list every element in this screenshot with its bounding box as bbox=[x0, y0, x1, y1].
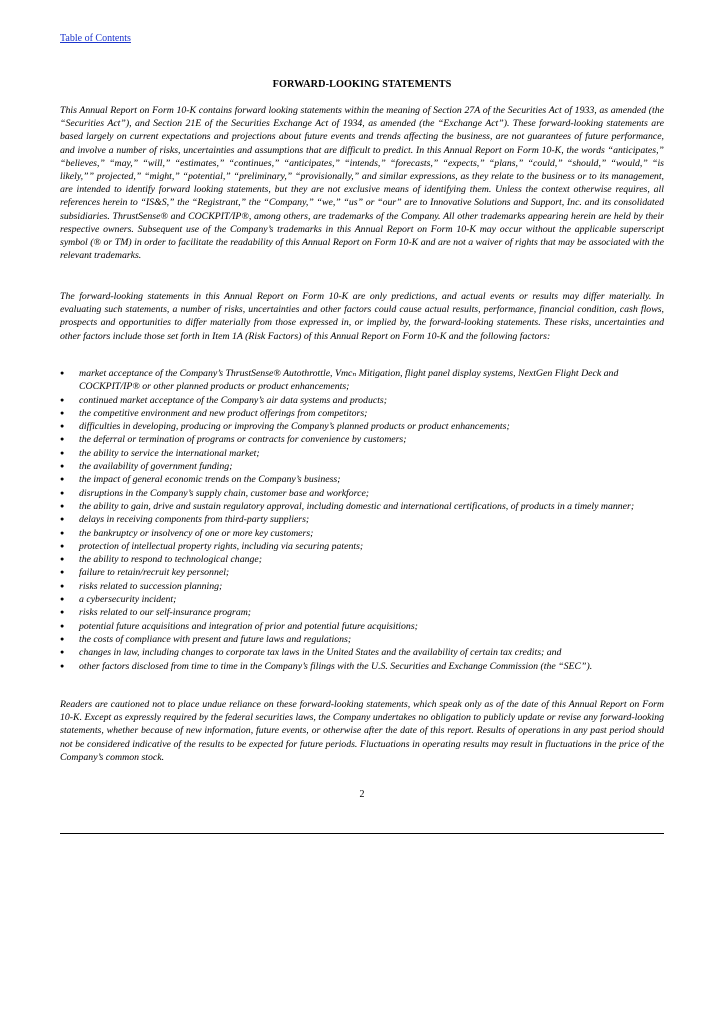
list-item: ● continued market acceptance of the Company’s air data systems and products; bbox=[60, 394, 664, 407]
list-item: ● the ability to service the international market; bbox=[60, 447, 664, 460]
section-title: FORWARD-LOOKING STATEMENTS bbox=[272, 79, 452, 90]
list-item: ● disruptions in the Company’s supply chain, customer base and workforce; bbox=[60, 487, 664, 500]
list-item: ● a cybersecurity incident; bbox=[60, 593, 664, 606]
list-item: ● delays in receiving components from third-party suppliers; bbox=[60, 513, 664, 526]
list-item: ● the impact of general economic trends on the Company’s business; bbox=[60, 473, 664, 486]
caution-paragraph: Readers are cautioned not to place undue reliance on these forward-looking statements, which speak only as of the date of this Annual Report on Form 10-K. Except as expressly required by the federal securities laws, the Company undertakes no obligation to publicly update or revise any forward-looking statements, whether because of new information, future events, or otherwise after the date of this report. Results of operations in any past period should not be considered indicative of the results to be expected for future periods. Fluctuations in operating results may result in fluctuations in the price of the Company’s common stock. bbox=[60, 699, 664, 763]
page-divider bbox=[60, 833, 664, 834]
intro-paragraph: This Annual Report on Form 10-K contains forward looking statements within the meaning of Section 27A of the Securities Act of 1933, as amended (the “Securities Act”), and Section 21E of the Securities Exchange Act of 1934, as amended (the “Exchange Act”). These forward-looking statements are based largely on current expectations and projections about future events and trends affecting the business, are not guarantees of future performance, and involve a number of risks, uncertainties and assumptions that are difficult to predict. In this Annual Report on Form 10-K, the words “anticipates,” “believes,” “may,” “will,” “estimates,” “continues,” “anticipates,” “intends,” “forecasts,” “expects,” “plans,” “could,” “should,” “would,” “is likely,”” projected,” “might,” “potential,” “preliminary,” “provisionally,” and similar expressions, as they relate to the business or to its management, are intended to identify forward looking statements, but they are not exclusive means of identifying them. Unless the context otherwise requires, all references herein to “IS&S,” the “Registrant,” the “Company,” “we,” “us” or “our” are to Innovative Solutions and Support, Inc. and its consolidated subsidiaries. ThrustSense® and COCKPIT/IP®, among others, are trademarks of the Company. All other trademarks appearing herein are held by their respective owners. Subsequent use of the Company’s trademarks in this Annual Report on Form 10-K may occur without the applicable superscript symbol (® or TM) in order to facilitate the readability of this Annual Report on Form 10-K and are not a waiver of rights that may be associated with the relevant trademarks. bbox=[60, 105, 664, 262]
risk-factors-list bbox=[60, 367, 664, 673]
list-item: ● potential future acquisitions and integration of prior and potential future acquisitions; bbox=[60, 620, 664, 633]
list-item: ● the ability to respond to technological change; bbox=[60, 553, 664, 566]
list-item: ● the costs of compliance with present and future laws and regulations; bbox=[60, 633, 664, 646]
list-item: ● the deferral or termination of programs or contracts for convenience by customers; bbox=[60, 433, 664, 446]
list-item: ● protection of intellectual property rights, including via securing patents; bbox=[60, 540, 664, 553]
list-item: ● other factors disclosed from time to time in the Company’s filings with the U.S. Securities and Exchange Commission (the “SEC”). bbox=[60, 660, 664, 673]
list-item: ● the availability of government funding; bbox=[60, 460, 664, 473]
list-item: ● difficulties in developing, producing or improving the Company’s planned products or product enhancements; bbox=[60, 420, 664, 433]
table-of-contents-link[interactable]: Table of Contents bbox=[60, 33, 131, 44]
factors-intro-paragraph: The forward-looking statements in this Annual Report on Form 10-K are only predictions, and actual events or results may differ materially. In evaluating such statements, a number of risks, uncertainties and other factors could cause actual results, performance, financial condition, cash flows, prospects and opportunities to differ materially from those expressed in, or implied by, the forward-looking statements. These risks, uncertainties and other factors include those set forth in Item 1A (Risk Factors) of this Annual Report on Form 10-K and the following factors: bbox=[60, 291, 664, 342]
page-number: 2 bbox=[359, 789, 365, 800]
list-item: ● the ability to gain, drive and sustain regulatory approval, including domestic and international certifications, of products in a timely manner; bbox=[60, 500, 664, 513]
list-item: ● the bankruptcy or insolvency of one or more key customers; bbox=[60, 527, 664, 540]
list-item: ● risks related to our self-insurance program; bbox=[60, 606, 664, 619]
list-item: ● failure to retain/recruit key personnel; bbox=[60, 566, 664, 579]
list-item: ● risks related to succession planning; bbox=[60, 580, 664, 593]
list-item: ● the competitive environment and new product offerings from competitors; bbox=[60, 407, 664, 420]
list-item: ● changes in law, including changes to corporate tax laws in the United States and the availability of certain tax credits; and bbox=[60, 646, 664, 659]
list-item: ● market acceptance of the Company’s ThrustSense® Autothrottle, Vmcₙ Mitigation, flight panel display systems, NextGen Flight Deck and COCKPIT/IP® or other planned products or product enhancements; bbox=[60, 367, 664, 394]
